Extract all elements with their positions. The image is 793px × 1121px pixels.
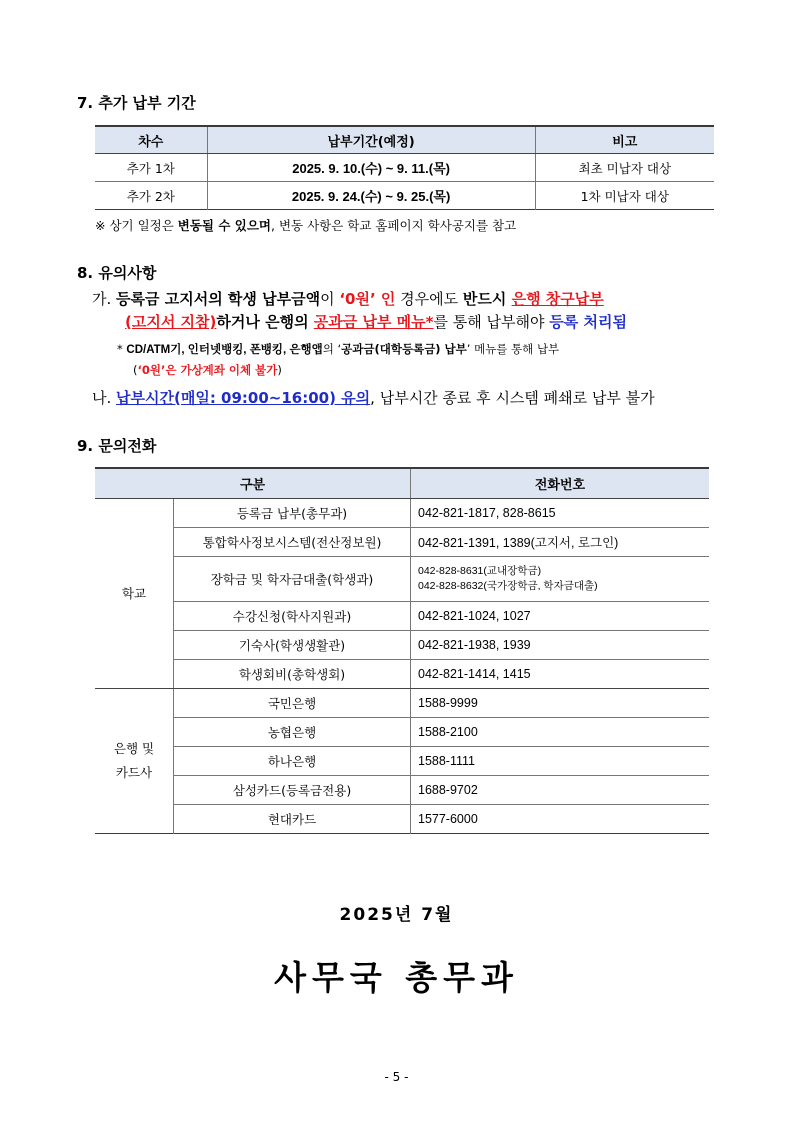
table-header-row <box>95 468 709 499</box>
header-round: 차수 <box>95 126 207 154</box>
table-row <box>95 154 714 182</box>
table-row <box>95 631 709 660</box>
header-category: 구분 <box>95 468 411 499</box>
bill-emphasis: (고지서 지참) <box>125 313 217 331</box>
group-label-line: 은행 및 <box>113 741 155 756</box>
header-note: 비고 <box>535 126 714 154</box>
section-7-title: 7. 추가 납부 기간 <box>77 94 196 112</box>
contact-phone: 042-821-1414, 1415 <box>411 660 710 689</box>
contact-phone: 1577-6000 <box>418 812 478 826</box>
notice-text: 를 통해 납부해야 <box>433 313 550 331</box>
item-marker: 나. <box>92 389 117 407</box>
contact-name: 수강신청(학사지원과) <box>174 602 411 631</box>
table-row <box>95 660 709 689</box>
section-8-title: 8. 유의사항 <box>77 264 157 282</box>
period-cell: 2025. 9. 10.(수) ~ 9. 11.(목) <box>207 154 535 182</box>
contact-name: 국민은행 <box>174 689 411 718</box>
bank-counter-emphasis: 은행 창구납부 <box>511 290 604 308</box>
contact-phone: 042-821-1938, 1939 <box>411 631 710 660</box>
notice-text: 경우에도 <box>395 290 463 308</box>
note-cell: 최초 미납자 대상 <box>535 154 714 182</box>
table-header-row <box>95 126 714 154</box>
contact-name: 기숙사(학생생활관) <box>174 631 411 660</box>
table-row <box>95 528 709 557</box>
sub-emphasis: 공과금(대학등록금) 납부 <box>341 342 467 356</box>
contact-phone: 042-821-1024, 1027 <box>411 602 710 631</box>
group-bank-card <box>95 689 174 834</box>
schedule-footnote <box>95 216 516 234</box>
header-period: 납부기간(예정) <box>207 126 535 154</box>
item-marker: 가. <box>92 290 117 308</box>
phone-line: 042-828-8631(교내장학금) <box>418 565 542 577</box>
footnote-text: , 변동 사항은 학교 홈페이지 학사공지를 참고 <box>271 218 517 233</box>
table-row <box>95 182 714 210</box>
contact-name: 하나은행 <box>174 747 411 776</box>
sub-text: ) <box>277 363 282 377</box>
group-label-line: 카드사 <box>115 765 153 780</box>
table-row <box>95 805 709 834</box>
issue-date: 2025년 7월 <box>339 905 454 925</box>
round-cell: 추가 1차 <box>95 154 207 182</box>
sub-text: 의 ‘ <box>322 342 342 356</box>
footnote-emphasis: 변동될 수 있으며 <box>177 218 272 233</box>
table-row <box>95 499 709 528</box>
table-row <box>95 747 709 776</box>
registration-emphasis: 등록 처리됨 <box>549 313 627 331</box>
page-number: - 5 - <box>384 1070 409 1084</box>
period-cell: 2025. 9. 24.(수) ~ 9. 25.(목) <box>207 182 535 210</box>
header-phone: 전화번호 <box>411 468 710 499</box>
contact-phone: 042-821-1817, 828-8615 <box>411 499 710 528</box>
contact-name: 통합학사정보시스템(전산정보원) <box>174 528 411 557</box>
contact-phone: 1588-1111 <box>411 747 710 776</box>
contact-phone: 1588-2100 <box>411 718 710 747</box>
zero-won-emphasis: ‘0원’ 인 <box>339 290 396 308</box>
group-school: 학교 <box>95 499 174 689</box>
contact-name: 등록금 납부(총무과) <box>174 499 411 528</box>
additional-payment-table <box>95 125 714 210</box>
utility-menu-emphasis: 공과금 납부 메뉴* <box>313 313 434 331</box>
notice-item-ga-line1 <box>92 288 604 310</box>
contact-phone <box>411 557 710 602</box>
notice-sub-line2 <box>133 361 282 379</box>
payment-hours-emphasis: 납부시간(매일: 09:00~16:00) 유의 <box>116 389 371 407</box>
contact-phone: 1688-9702 <box>411 776 710 805</box>
notice-item-ga-line2 <box>125 311 627 333</box>
notice-text: , 납부시간 종료 후 시스템 폐쇄로 납부 불가 <box>370 389 655 407</box>
section-9-title: 9. 문의전화 <box>77 437 157 455</box>
virtual-account-emphasis: ‘0원’은 가상계좌 이체 불가 <box>137 363 278 377</box>
notice-sub-line1 <box>117 340 559 359</box>
notice-text: 하거나 은행의 <box>216 313 314 331</box>
sub-text: ( <box>133 363 138 377</box>
footnote-text: ※ 상기 일정은 <box>95 218 178 233</box>
note-cell: 1차 미납자 대상 <box>580 188 669 204</box>
table-row <box>95 776 709 805</box>
contact-phone: 042-821-1391, 1389(고지서, 로그인) <box>411 528 710 557</box>
notice-text: 등록금 고지서의 학생 납부금액 <box>116 290 321 308</box>
notice-text: 이 <box>320 290 340 308</box>
notice-text: 반드시 <box>462 290 512 308</box>
contact-phone: 1588-9999 <box>411 689 710 718</box>
table-row <box>95 602 709 631</box>
contact-name: 농협은행 <box>174 718 411 747</box>
issuing-office: 사무국 총무과 <box>274 958 519 997</box>
sub-text: ’ 메뉴를 통해 납부 <box>466 342 560 356</box>
contact-name: 현대카드 <box>174 805 411 834</box>
contact-name: 삼성카드(등록금전용) <box>174 776 411 805</box>
table-row <box>95 718 709 747</box>
table-row <box>95 689 709 718</box>
contact-table <box>95 467 709 834</box>
table-row <box>95 557 709 602</box>
contact-name: 장학금 및 학자금대출(학생과) <box>174 557 411 602</box>
phone-line: 042-828-8632(국가장학금, 학자금대출) <box>418 580 598 592</box>
asterisk-marker: * <box>117 342 127 356</box>
sub-emphasis: CD/ATM기, 인터넷뱅킹, 폰뱅킹, 은행앱 <box>126 344 323 356</box>
contact-name: 학생회비(총학생회) <box>174 660 411 689</box>
round-cell: 추가 2차 <box>126 188 175 204</box>
notice-item-na <box>92 387 655 409</box>
